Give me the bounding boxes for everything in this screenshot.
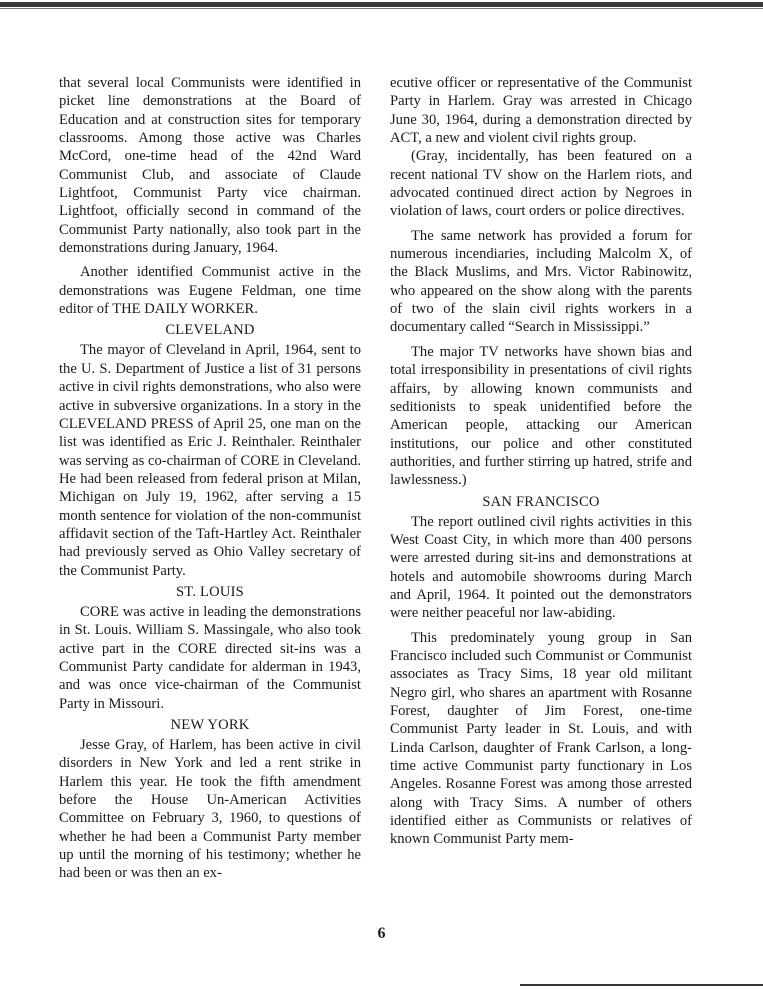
right-column	[390, 74, 692, 849]
paragraph: This predominately young group in San Francisco included such Communist or Communist associates as Tracy Sims, 18 year old militant Negro girl, who shares an apartment with Rosanne Forest, daughter of Jim Forest, one-time Communist Party leader in St. Louis, and with Linda Carlson, daughter of Frank Carlson, a long-time active Communist party functionary in Los Angeles. Rosanne Forest was among those arrested along with Tracy Sims. A number of others identified either as Communists or relatives of known Communist Party mem-	[390, 629, 692, 848]
paragraph: that several local Communists were identified in picket line demonstrations at the Board of Education and at construction sites for temporary classrooms. Among those active was Charles McCord, one-time head of the 42nd Ward Communist Club, and associate of Claude Lightfoot, Communist Party vice chairman. Lightfoot, officially second in command of the Communist Party nationally, also took part in the demonstrations during January, 1964.	[59, 75, 361, 257]
section-heading-new-york: NEW YORK	[170, 717, 250, 733]
section-heading-st-louis: ST. LOUIS	[175, 583, 244, 600]
top-border-rule-thin	[0, 8, 763, 9]
bottom-border-rule	[520, 984, 763, 986]
section-heading-cleveland: CLEVELAND	[165, 322, 255, 339]
page-number: 6	[377, 925, 386, 942]
paragraph: The same network has provided a forum for numerous incendiaries, including Malcolm X, of the Black Muslims, and Mrs. Victor Rabinowitz, who appeared on the show along with the parents of two of the slain civil rights workers in a documentary called “Search in Mississippi.”	[390, 227, 692, 336]
paragraph: The major TV networks have shown bias and total irresponsibility in presentations of civil rights affairs, by allowing known communists and seditionists to speak unidentified before the American people, attacking our American institutions, our police and other constituted authorities, and further stirring up hatred, strife and lawlessness.)	[390, 343, 692, 489]
left-column	[59, 74, 361, 883]
top-border-rule	[0, 2, 763, 7]
paragraph: (Gray, incidentally, has been featured on a recent national TV show on the Harlem riots, and advocated continued direct action by Negroes in violation of laws, court orders or police directives.	[390, 148, 692, 220]
paragraph: ecutive officer or representative of the Communist Party in Harlem. Gray was arrested in Chicago June 30, 1964, during a demonstration directed by ACT, a new and violent civil rights group.	[390, 75, 692, 147]
paragraph: Jesse Gray, of Harlem, has been active in civil disorders in New York and led a rent strike in Harlem this year. He took the fifth amendment before the House Un-American Activities Committee on February 3, 1960, to questions of whether he had been a Communist Party member up until the morning of his testimony; whether he had been or was then an ex-	[59, 737, 361, 882]
section-heading-san-francisco: SAN FRANCISCO	[482, 493, 600, 510]
paragraph: The report outlined civil rights activities in this West Coast City, in which more than 400 persons were arrested during sit-ins and demonstrations at hotels and automobile showrooms during March and April, 1964. It pointed out the demonstrators were neither peaceful nor law-abiding.	[390, 513, 692, 622]
paragraph: The mayor of Cleveland in April, 1964, sent to the U. S. Department of Justice a list of 31 persons active in civil rights demonstrations, who also were active in subversive organizations. In a story in the CLEVELAND PRESS of April 25, one man on the list was identified as Eric J. Reinthaler. Reinthaler was serving as co-chairman of CORE in Cleveland. He had been released from federal prison at Milan, Michigan on July 19, 1962, after serving a 15 month sentence for violation of the non-communist affidavit section of the Taft-Hartley Act. Reinthaler had previously served as Ohio Valley secretary of the Communist Party.	[59, 342, 361, 579]
paragraph: Another identified Communist active in the demonstrations was Eugene Feldman, one time editor of THE DAILY WORKER.	[59, 264, 361, 318]
paragraph: CORE was active in leading the demonstrations in St. Louis. William S. Massingale, who also took active part in the CORE directed sit-ins was a Communist Party candidate for alderman in 1943, and was once vice-chairman of the Communist Party in Missouri.	[59, 603, 361, 712]
